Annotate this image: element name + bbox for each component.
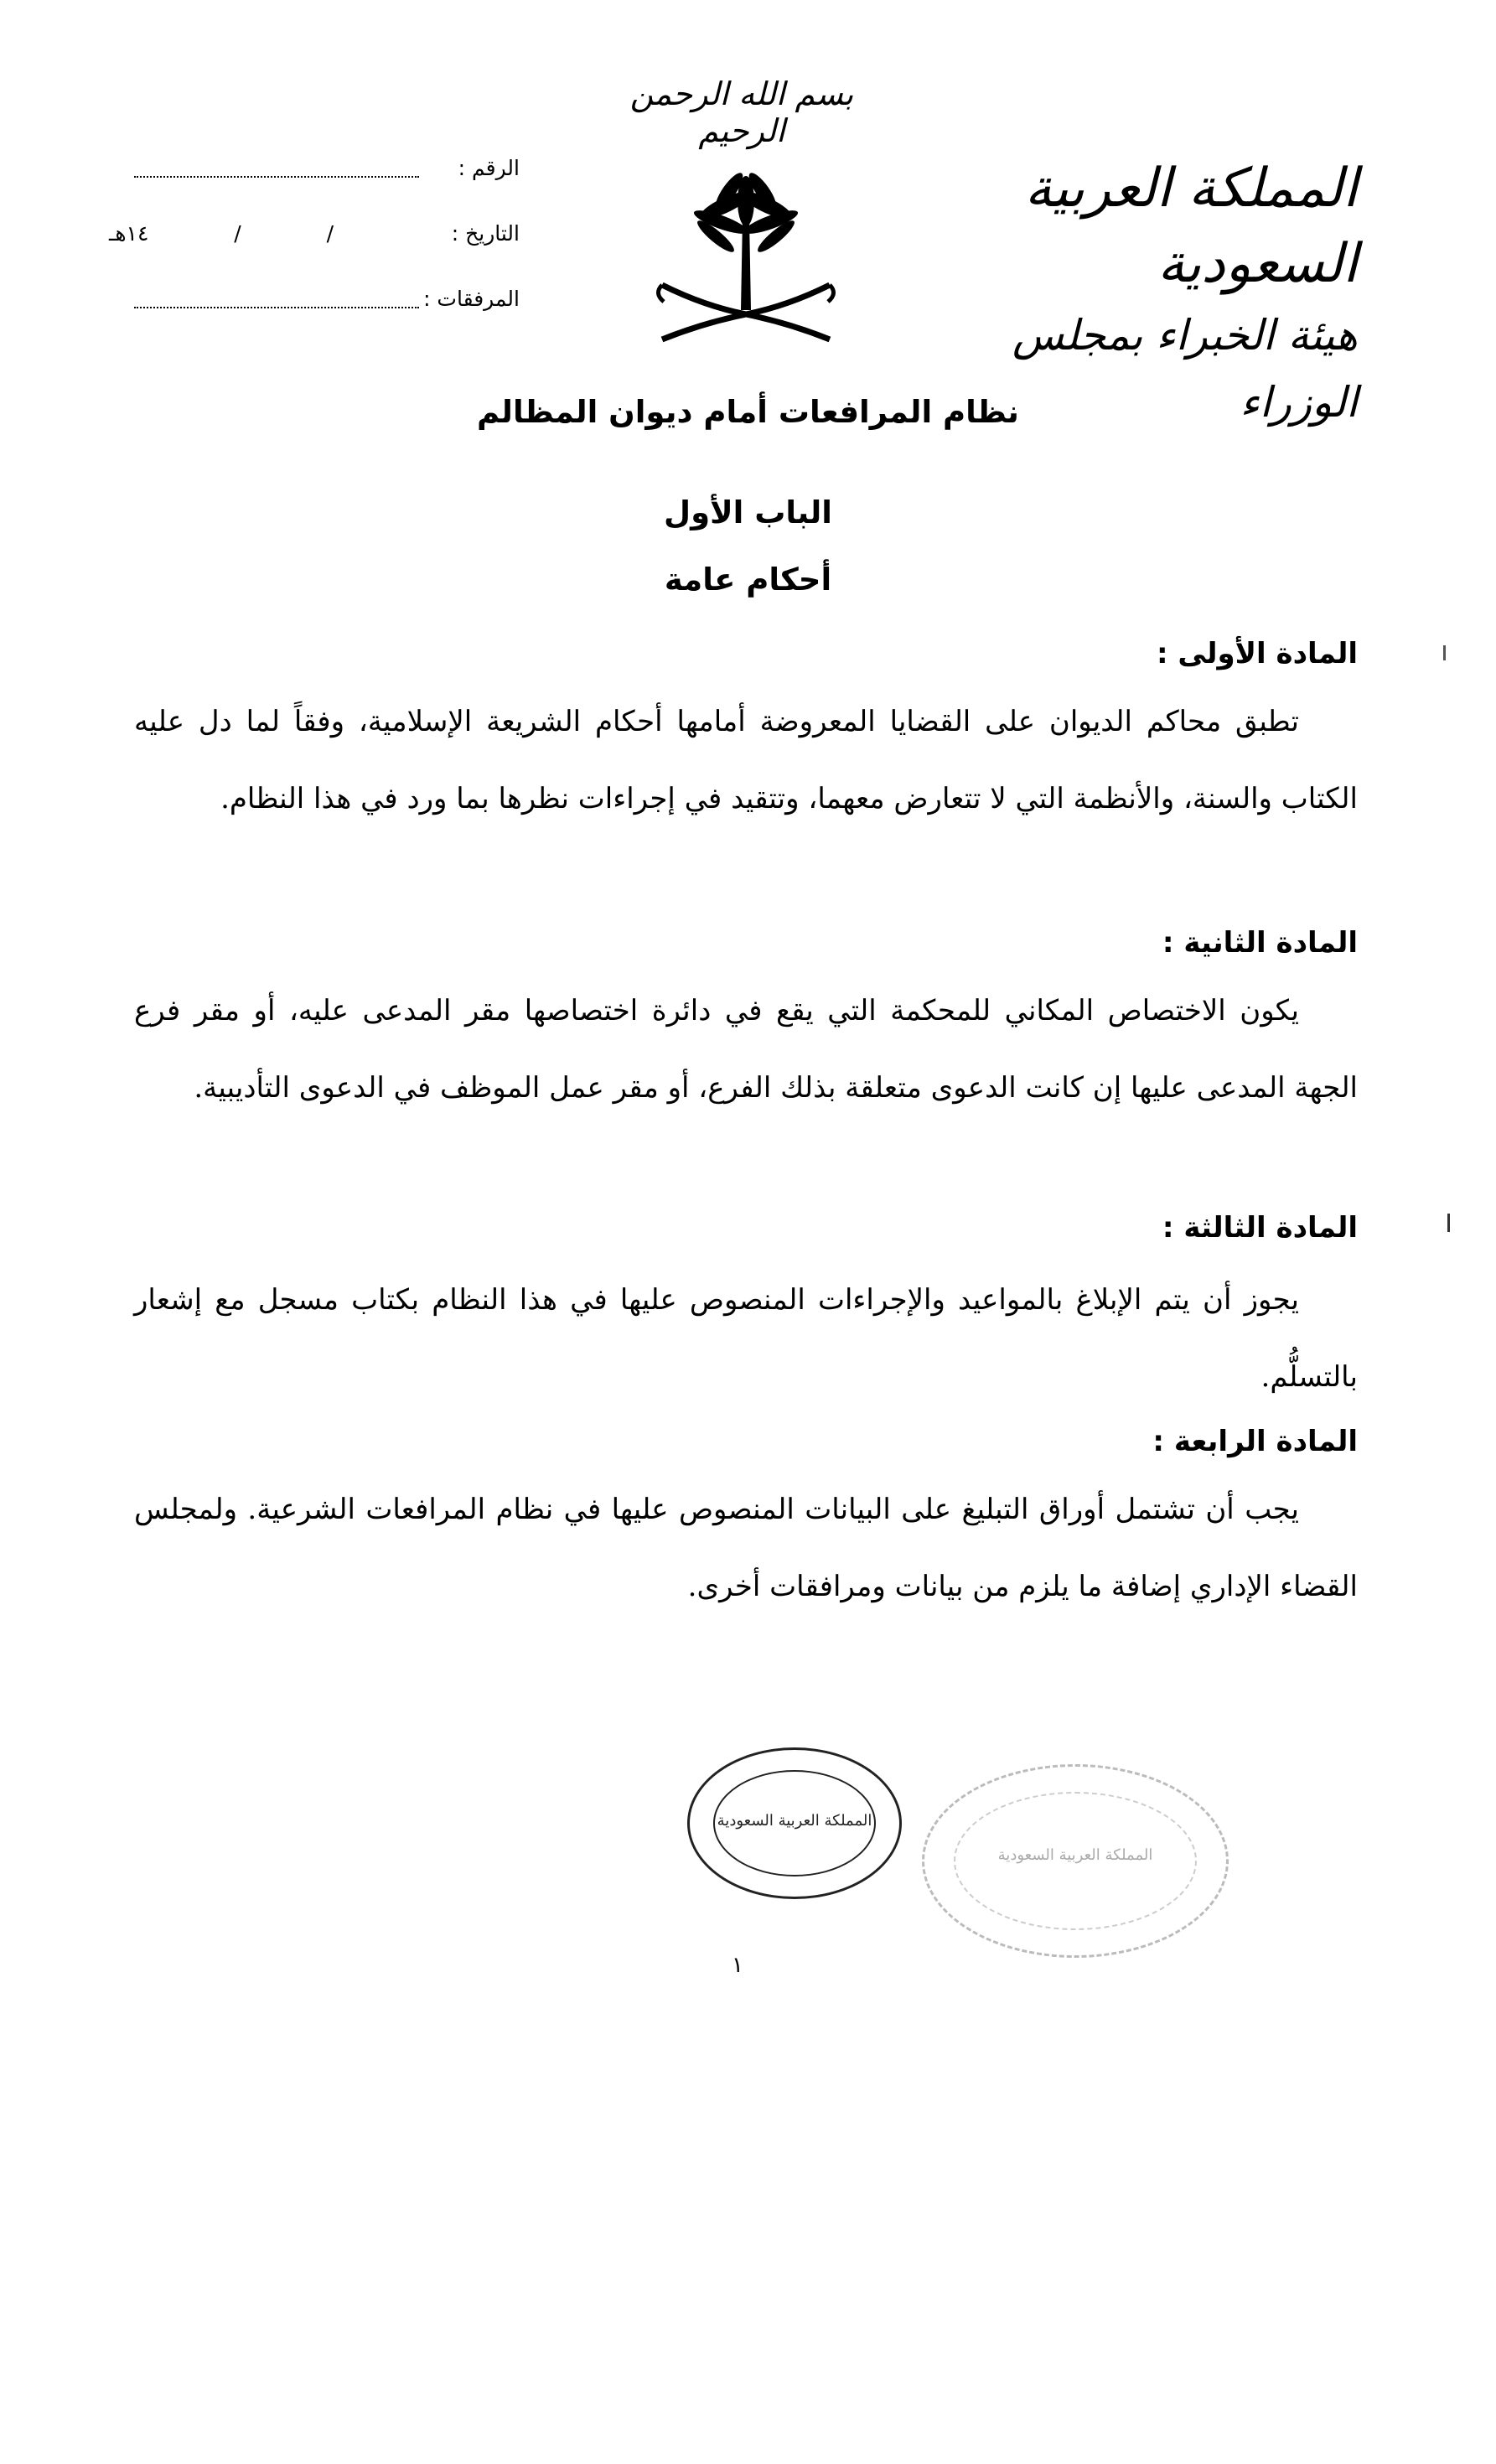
page-number: ١ (732, 1953, 743, 1978)
basmala: بسم الله الرحمن الرحيم (629, 75, 854, 149)
faded-stamp (922, 1764, 1229, 1958)
date-label: التاريخ : (451, 221, 520, 246)
reference-block (101, 151, 520, 347)
article-heading: المادة الأولى : (1156, 637, 1358, 670)
reference-row (101, 151, 520, 216)
organization-header (888, 151, 1358, 436)
chapter-subheading: أحكام عامة (664, 562, 832, 598)
attachments-label: المرفقات : (423, 287, 520, 311)
official-stamp (687, 1747, 902, 1899)
stamp-text: المملكة العربية السعودية (717, 1811, 872, 1830)
org-line-1: المملكة العربية السعودية (1024, 158, 1358, 295)
stamp-text: المملكة العربية السعودية (997, 1845, 1153, 1864)
margin-mark (1443, 645, 1446, 660)
reference-label: الرقم : (458, 156, 520, 180)
date-row (101, 216, 520, 282)
date-suffix: ١٤هـ (109, 221, 149, 246)
article-text: يكون الاختصاص المكاني للمحكمة التي يقع في دائرة اختصاصها مقر المدعى عليه، أو مقر فرع الجهة المدعى عليها إن كانت الدعوى متعلقة بذلك الفرع، أو مقر عمل الموظف في الدعوى التأديبية. (134, 994, 1358, 1105)
date-separator: / (326, 221, 334, 246)
attachments-line (134, 307, 419, 308)
margin-mark (1447, 1214, 1450, 1232)
article-heading: المادة الثالثة : (1162, 1211, 1358, 1245)
attachments-row (101, 282, 520, 347)
org-line-2: هيئة الخبراء بمجلس الوزراء (1012, 311, 1358, 427)
article-text: تطبق محاكم الديوان على القضايا المعروضة أمامها أحكام الشريعة الإسلامية، وفقاً لما دل عليه الكتاب والسنة، والأنظمة التي لا تتعارض معهما، وتتقيد في إجراءات نظرها بما ورد في هذا النظام. (134, 705, 1358, 815)
article-heading: المادة الثانية : (1162, 926, 1358, 960)
reference-line (134, 176, 419, 178)
saudi-emblem-icon (645, 159, 846, 352)
article-text: يجب أن تشتمل أوراق التبليغ على البيانات المنصوص عليها في نظام المرافعات الشرعية. ولمجلس القضاء الإداري إضافة ما يلزم من بيانات ومرافقات أخرى. (134, 1493, 1358, 1603)
article-text: يجوز أن يتم الإبلاغ بالمواعيد والإجراءات المنصوص عليها في هذا النظام بكتاب مسجل مع إشعار بالتسلُّم. (134, 1283, 1358, 1394)
article-heading: المادة الرابعة : (1152, 1425, 1358, 1458)
chapter-heading: الباب الأول (664, 494, 832, 531)
date-field (101, 221, 427, 246)
document-title: نظام المرافعات أمام ديوان المظالم (477, 394, 1019, 430)
date-separator: / (234, 221, 241, 246)
